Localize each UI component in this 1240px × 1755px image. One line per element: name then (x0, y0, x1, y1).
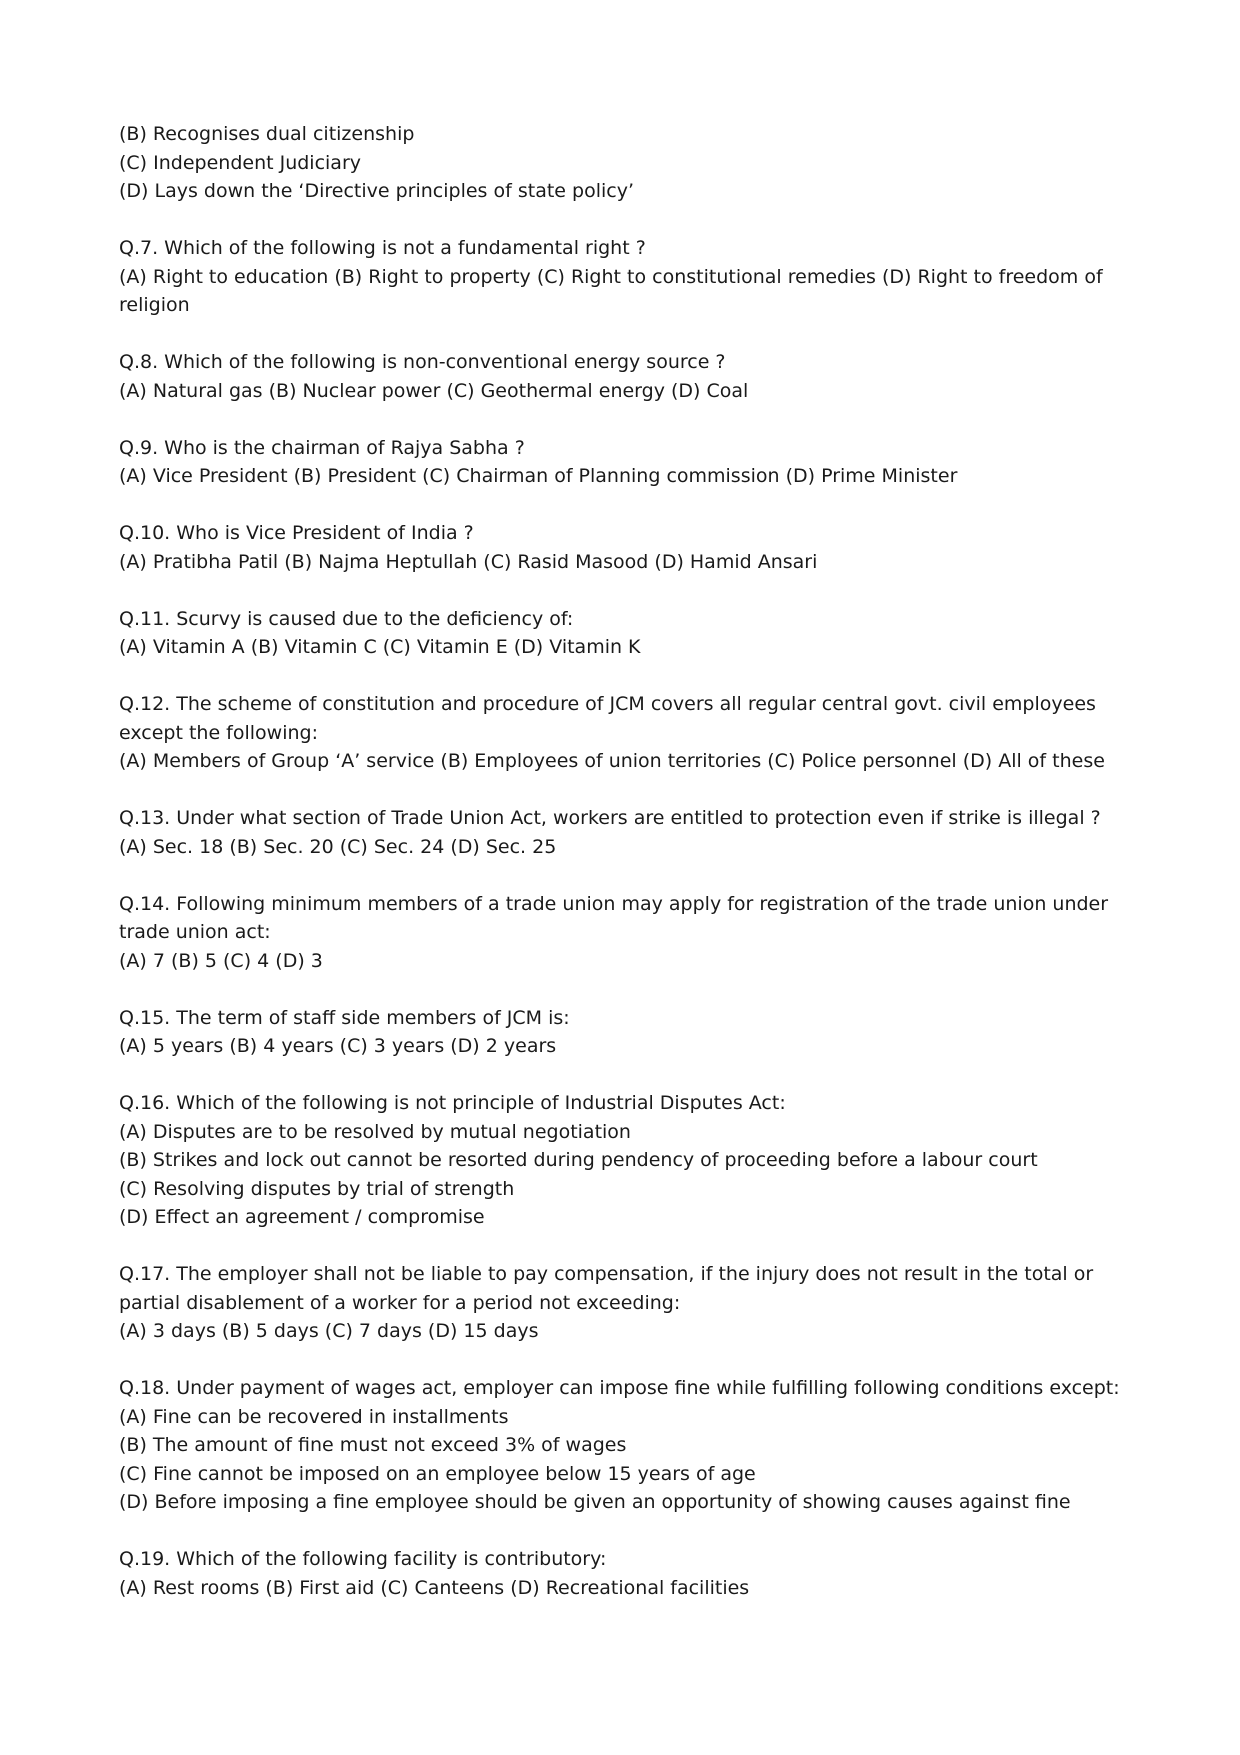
question-13 (119, 804, 1139, 861)
option-line: (D) Effect an agreement / compromise (119, 1206, 485, 1228)
question-text: Q.13. Under what section of Trade Union Act, workers are entitled to protection even if strike is illegal ? (119, 807, 1101, 829)
question-text: Q.8. Which of the following is non-conventional energy source ? (119, 351, 726, 373)
option-line: (A) Vitamin A (B) Vitamin C (C) Vitamin E (D) Vitamin K (119, 636, 641, 658)
question-17 (119, 1260, 1139, 1346)
question-text: Q.7. Which of the following is not a fundamental right ? (119, 237, 646, 259)
option-line: (A) Right to education (B) Right to property (C) Right to constitutional remedies (D) Right to freedom of (119, 265, 1103, 288)
option-line: (A) Pratibha Patil (B) Najma Heptullah (C) Rasid Masood (D) Hamid Ansari (119, 550, 818, 573)
option-line: (A) Rest rooms (B) First aid (C) Canteens (D) Recreational facilities (119, 1576, 750, 1599)
option-line: (C) Independent Judiciary (119, 151, 362, 174)
option-line: (A) 7 (B) 5 (C) 4 (D) 3 (119, 949, 323, 972)
option-line: (B) Strikes and lock out cannot be resorted during pendency of proceeding before a labour court (119, 1149, 1038, 1171)
question-11 (119, 605, 1139, 662)
intro-options (119, 120, 1139, 206)
question-7 (119, 234, 1139, 320)
option-line: (A) 3 days (B) 5 days (C) 7 days (D) 15 days (119, 1320, 539, 1342)
option-line: (C) Fine cannot be imposed on an employee below 15 years of age (119, 1462, 756, 1485)
option-line: (A) Sec. 18 (B) Sec. 20 (C) Sec. 24 (D) Sec. 25 (119, 835, 557, 858)
option-line: (A) Members of Group ‘A’ service (B) Employees of union territories (C) Police personnel (D) All of these (119, 750, 1105, 772)
question-text: Q.15. The term of staff side members of JCM is: (119, 1006, 570, 1029)
question-text: trade union act: (119, 921, 271, 943)
document-page (119, 120, 1139, 1631)
option-line: (D) Lays down the ‘Directive principles of state policy’ (119, 180, 634, 202)
question-12 (119, 690, 1139, 776)
question-text: Q.18. Under payment of wages act, employer can impose fine while fulfilling following conditions except: (119, 1377, 1120, 1399)
question-15 (119, 1004, 1139, 1061)
option-line: (A) Fine can be recovered in installments (119, 1405, 509, 1428)
question-text: Q.16. Which of the following is not principle of Industrial Disputes Act: (119, 1092, 786, 1114)
question-14 (119, 890, 1139, 976)
question-text: except the following: (119, 721, 318, 744)
option-line: (A) Vice President (B) President (C) Chairman of Planning commission (D) Prime Minister (119, 465, 958, 487)
question-10 (119, 519, 1139, 576)
question-19 (119, 1545, 1139, 1602)
option-line: (A) 5 years (B) 4 years (C) 3 years (D) 2 years (119, 1035, 557, 1057)
question-text: Q.11. Scurvy is caused due to the deficiency of: (119, 607, 574, 630)
question-text: partial disablement of a worker for a period not exceeding: (119, 1291, 681, 1314)
option-line: (A) Disputes are to be resolved by mutual negotiation (119, 1120, 631, 1143)
option-line: (C) Resolving disputes by trial of strength (119, 1177, 515, 1200)
question-text: Q.19. Which of the following facility is contributory: (119, 1548, 607, 1570)
question-8 (119, 348, 1139, 405)
option-line: (D) Before imposing a fine employee should be given an opportunity of showing causes against fine (119, 1491, 1071, 1513)
question-text: Q.12. The scheme of constitution and procedure of JCM covers all regular central govt. civil employees (119, 693, 1096, 715)
question-text: Q.10. Who is Vice President of India ? (119, 522, 474, 544)
option-line: (B) Recognises dual citizenship (119, 123, 415, 145)
question-text: Q.17. The employer shall not be liable to pay compensation, if the injury does not result in the total or (119, 1263, 1094, 1285)
question-text: Q.9. Who is the chairman of Rajya Sabha ? (119, 436, 525, 459)
question-16 (119, 1089, 1139, 1232)
question-18 (119, 1374, 1139, 1517)
question-text: Q.14. Following minimum members of a trade union may apply for registration of the trade union under (119, 892, 1109, 915)
question-9 (119, 434, 1139, 491)
option-line: (A) Natural gas (B) Nuclear power (C) Geothermal energy (D) Coal (119, 379, 749, 402)
option-line: (B) The amount of fine must not exceed 3% of wages (119, 1434, 627, 1456)
option-line: religion (119, 294, 190, 316)
